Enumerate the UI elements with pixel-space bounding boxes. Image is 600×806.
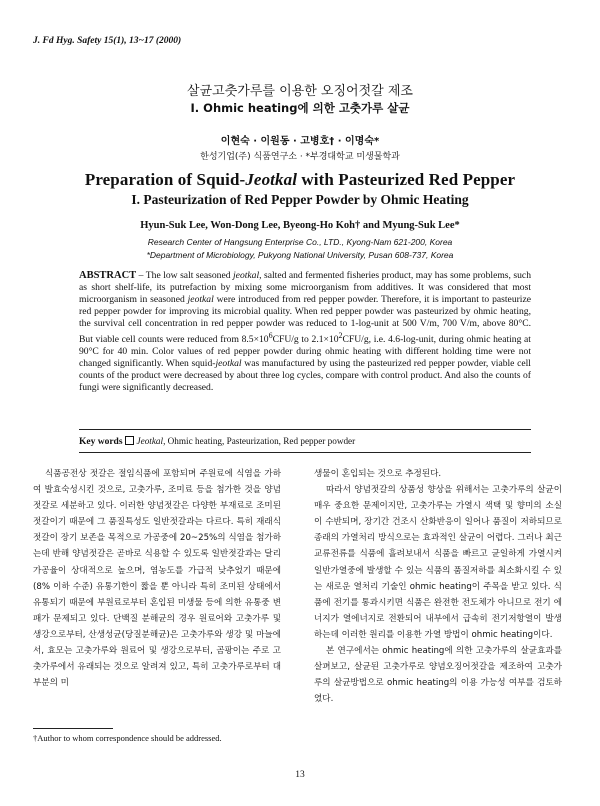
body-column-right bbox=[314, 466, 562, 707]
abstract-text-1: – The low salt seasoned bbox=[136, 270, 234, 281]
english-title bbox=[0, 170, 600, 190]
abstract-italic-2: jeotkal bbox=[187, 294, 214, 305]
korean-title: 살균고춧가루를 이용한 오징어젓갈 제조 bbox=[187, 84, 413, 99]
abstract-text-4: CFU/g to 2.1×10 bbox=[272, 334, 339, 346]
english-affiliation-2: *Department of Microbiology, Pukyong National University, Pusan 608-737, Korea bbox=[146, 250, 454, 260]
abstract-text-6: was manufactured by using the pasteurized red pepper powder, viable cell counts of the product were decreased by about three log cycles, compare with control product. And also the counts of fungi were significantly decreased. bbox=[79, 358, 531, 394]
keywords-top-rule bbox=[79, 429, 531, 430]
english-title-part2: with Pasteurized Red Pepper bbox=[297, 170, 516, 189]
abstract-sup-2: 2 bbox=[338, 331, 343, 340]
page-number: 13 bbox=[295, 770, 305, 780]
body-paragraph: 생물이 혼입되는 것으로 추정된다. bbox=[314, 469, 442, 479]
abstract-text-2: , salted and fermented fisheries product, may has some problems, such as short shelf-life, its putrefaction by mixing some microorganism from additives. It was considered that most microorganism in seasoned bbox=[79, 270, 531, 305]
korean-subtitle: I. Ohmic heating에 의한 고춧가루 살균 bbox=[190, 101, 410, 115]
checkbox-icon bbox=[125, 436, 134, 445]
footnote-rule bbox=[33, 728, 113, 729]
abstract-sup-1: 6 bbox=[268, 331, 273, 340]
abstract-label: ABSTRACT bbox=[79, 270, 137, 281]
body-paragraph: 따라서 양념젓갈의 상품성 향상을 위해서는 고춧가루의 살균이 매우 중요한 문제이지만, 고춧가루는 가열시 색택 및 향미의 소실이 수반되며, 장기간 건조시 산화반응이 일어나 품질이 저하되므로 종래의 가열처리 방식으로는 효과적인 살균이 어렵다. 그러나 최근 교류전류를 식품에 흘려보내서 식품을 빠르고 균일하게 가열시켜 일반가열중에 발생할 수 있는 식품의 품질저하를 최소화시킬 수 있는 새로운 열처리 기술인 ohmic heating이 주목을 받고 있다. 식품에 전기를 통과시키면 식품은 완전한 전도체가 아니므로 전기 에너지가 열에너지로 전환되어 내부에서 급속히 전기저항열이 발생하는데 이러한 원리를 이용한 가열 방법이 ohmic heating이다. bbox=[314, 485, 562, 640]
korean-authors: 이현숙 · 이원동 · 고병호† · 이명숙* bbox=[220, 136, 380, 147]
english-authors: Hyun-Suk Lee, Won-Dong Lee, Byeong-Ho Koh† and Myung-Suk Lee* bbox=[140, 220, 460, 231]
abstract-italic-3: jeotkal bbox=[215, 358, 242, 370]
korean-affiliation: 한성기업(주) 식품연구소 · *부경대학교 미생물학과 bbox=[200, 152, 400, 162]
keywords-bottom-rule bbox=[79, 452, 531, 453]
keywords bbox=[79, 436, 531, 447]
keywords-italic: Jeotkal bbox=[136, 436, 164, 446]
abstract-text-3: were introduced from red pepper powder. Therefore, it is important to pasteurize red pepper powder for improving its microbial quality. When red pepper powder was pasteurized by ohmic heating, the survival cell concentration in red pepper powder was reduced to 1-log-unit at 500 V/m, 700 V/m, above 80°C. But viable cell counts were reduced from 8.5×10 bbox=[79, 294, 531, 346]
english-title-part1: Preparation of Squid- bbox=[84, 170, 246, 189]
keywords-list: , Ohmic heating, Pasteurization, Red pepper powder bbox=[163, 436, 356, 446]
body-paragraph: 식품공전상 젓갈은 절임식품에 포함되며 주원료에 식염을 가하여 발효숙성시킨 것으로, 고춧가루, 조미료 등을 첨가한 것을 양념젓갈로 세분하고 있다. 이러한 양념젓갈은 다양한 부재료로 조미된 젓갈이기 때문에 그 품질특성도 일반젓갈과는 다르다. 특히 재래식 젓갈이 장기 보존을 목적으로 가공중에 20~25%의 식염을 첨가하는데 반해 양념젓갈은 곧바로 식용할 수 있도록 일반젓갈과는 달리 가공율이 상대적으로 높으며, 염농도를 가급적 낮추었기 때문에 (8% 이하 수준) 유통기한이 짧을 뿐 아니라 특히 조미된 상태에서 유통되기 때문에 부원료로부터 혼입된 미생물 등에 의한 유통중 변패가 문제되고 있다. 단백질 분해균의 경우 원료어와 고춧가루 및 생강으로부터, 산생성균(당질분해균)은 고춧가루와 생강 및 마늘에서, 효모는 고춧가루와 원료어 및 생강으로부터, 곰팡이는 주로 고춧가루에서 유래되는 것으로 알려져 있고, 특히 고춧가루로부터 대부분의 미 bbox=[33, 469, 281, 689]
english-affiliation-1: Research Center of Hangsung Enterprise Co., LTD., Kyong-Nam 621-200, Korea bbox=[147, 237, 453, 247]
english-subtitle: I. Pasteurization of Red Pepper Powder by Ohmic Heating bbox=[131, 192, 469, 207]
journal-citation: J. Fd Hyg. Safety 15(1), 13~17 (2000) bbox=[33, 36, 182, 46]
abstract-italic-1: jeotkal bbox=[233, 270, 260, 281]
english-title-italic: Jeotkal bbox=[245, 170, 298, 189]
abstract bbox=[79, 270, 531, 394]
body-paragraph: 본 연구에서는 ohmic heating에 의한 고춧가루의 살균효과를 살펴보고, 살균된 고춧가루로 양념오징어젓갈을 제조하여 고춧가루의 살균방법으로 ohmic heating의 이용 가능성 여부를 검토하였다. bbox=[314, 646, 562, 705]
body-column-left bbox=[33, 466, 281, 691]
footnote: †Author to whom correspondence should be addressed. bbox=[33, 733, 222, 743]
keywords-label: Key words bbox=[79, 437, 123, 447]
abstract-text-5: CFU/g, i.e. 4.6-log-unit, during ohmic heating at 90°C for 40 min. Color values of red pepper powder during ohmic heating with different holding time were not changed significantly. When squid- bbox=[79, 334, 531, 370]
